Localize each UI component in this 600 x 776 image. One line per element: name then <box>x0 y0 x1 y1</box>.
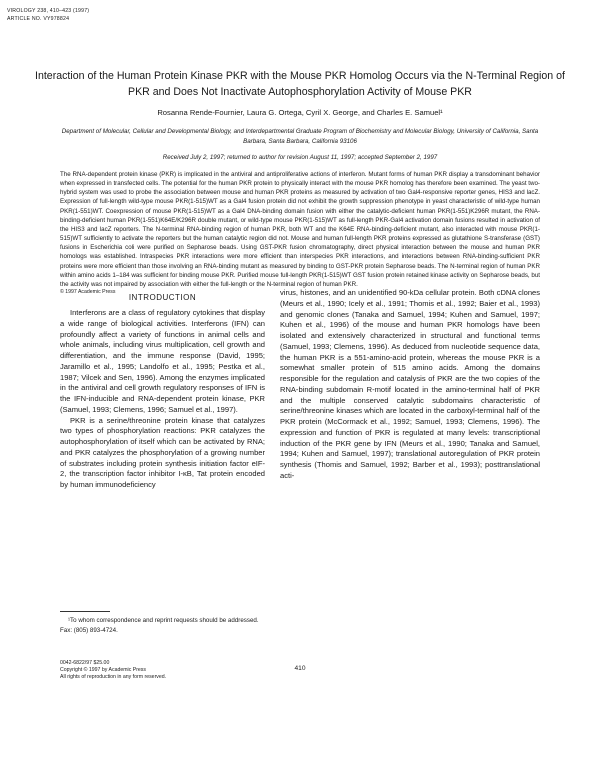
left-column <box>60 308 265 491</box>
affiliation: Department of Molecular, Cellular and Developmental Biology, and Interdepartmental Graduate Program of Biochemistry and Molecular Biology, University of California, Santa Barbara, Santa Barbara, California 93106 <box>61 128 539 145</box>
article-number: ARTICLE NO. VY978824 <box>7 15 70 22</box>
author-list: Rosanna Rende-Fournier, Laura G. Ortega, Cyril X. George, and Charles E. Samuel¹ <box>157 108 443 117</box>
section-heading-introduction: INTRODUCTION <box>128 293 197 302</box>
copyright-line: Copyright © 1997 by Academic Press <box>60 667 146 674</box>
received-dates: Received July 2, 1997; returned to author for revision August 11, 1997; accepted September 2, 1997 <box>162 154 438 161</box>
footnote-divider <box>60 611 110 612</box>
journal-citation: VIROLOGY 238, 410–423 (1997) <box>7 8 90 14</box>
paragraph: PKR is a serine/threonine protein kinase that catalyzes two types of phosphorylation reactions: PKR catalyzes the autophosphorylation of itself which can be activated by RNA; and PKR catalyzes the phosphorylation of a growing number of substrates including protein synthesis initiation factor eIF-2, the transcription factor inhibitor I-κB, Tat protein encoded by human immunodeficiency <box>60 415 265 489</box>
rights-line: All rights of reproduction in any form reserved. <box>60 674 167 681</box>
footnote: ¹To whom correspondence and reprint requests should be addressed. Fax: (805) 893-4724. <box>60 617 259 634</box>
copyright-block <box>60 660 210 682</box>
issn-price: 0042-6822/97 $25.00 <box>60 660 110 666</box>
paragraph: Interferons are a class of regulatory cytokines that display a wide range of biological activities. Interferons (IFN) can profoundly affect a variety of functions in animal cells and whole animals, including virus multiplication, cell growth and differentiation, and the immune response (David, 1995; Jaramillo et al., 1995; Landolfo et al., 1995; Pestka et al., 1987; Vilcek and Sen, 1996). Among the enzymes implicated in the antiviral and cell growth regulatory responses of IFN is the IFN-inducible and RNA-dependent protein kinase, PKR (Samuel, 1993; Clemens, 1996; Samuel et al., 1997). <box>60 308 265 414</box>
paragraph: virus, histones, and an unidentified 90-kDa cellular protein. Both cDNA clones (Meurs et al., 1990; Icely et al., 1991; Thomis et al., 1992; Baier et al., 1993) and genomic clones (Tanaka and Samuel, 1994; Kuhen and Samuel, 1997; Kuhen et al., 1996) of the mouse and human PKR homologs have been isolated and extensively characterized in structural and functional terms (Samuel, 1993; Clemens, 1996). As deduced from nucleotide sequence data, the human PKR is a 551-amino-acid protein, whereas the mouse PKR is a somewhat smaller protein of 515 amino acids. Among the domains responsible for the regulation and catalysis of PKR are the two copies of the RNA-binding subdomain R-motif located in the amino-terminal half of PKR and the multiple conserved catalytic subdomains characteristic of serine/threonine kinases which are located in the carboxyl-terminal half of the PKR protein (McCormack et al., 1992; Samuel, 1993; Clemens, 1996). The expression and function of PKR is regulated at many levels: transcriptional induction of the PKR gene by IFN (Meurs et al., 1990; Tanaka and Samuel, 1994; Kuhen and Samuel, 1997); translational autoregulation of PKR protein synthesis (Thomis and Samuel, 1992; Barber et al., 1993); posttranslational acti- <box>280 288 540 480</box>
right-column <box>280 288 540 482</box>
journal-header <box>7 8 89 23</box>
abstract-copyright: © 1997 Academic Press <box>60 289 116 296</box>
page-number: 410 <box>294 665 306 672</box>
abstract <box>60 170 540 296</box>
abstract-text: The RNA-dependent protein kinase (PKR) is implicated in the antiviral and antiproliferative actions of interferon. Mutant forms of human PKR display a transdominant behavior when expressed in transfected cells. The potential for the human PKR protein to physically interact with the mouse PKR homolog has therefore been examined. The yeast two-hybrid system was used to probe the association between mouse and human PKR proteins as measured by activation of two Gal4-responsive reporter genes, HIS3 and lacZ. Expression of full-length wild-type mouse PKR(1-515)WT as a Gal4 fusion protein did not exhibit the growth suppression phenotype in yeast characteristic of wild-type human PKR(1-551)WT. Coexpression of mouse PKR(1-515)WT as a Gal4 DNA-binding domain fusion with either the catalytic-deficient human PKR(1-551)K296R mutant, the RNA-binding-deficient human PKR(1-551)K64E/K296R double mutant, or wild-type mouse PKR(1-515)WT as full-length PKR-Gal4 activation domain fusions resulted in activation of the HIS3 and lacZ reporters. The N-terminal RNA-binding region of human PKR, both WT and the K64E RNA-binding-deficient mutant, also interacted with mouse PKR(1-515)WT sufficiently to activate the reporters but the human catalytic region did not. Mouse and human full-length PKR proteins expressed as glutathione S-transferase (GST) fusions in Escherichia coli were purified on Sepharose beads. Using GST-PKR fusion chromatography, direct physical interaction between the mouse and human PKR homologs was established. Intraspecies PKR interactions were more efficient than interspecies PKR interactions, and interactions between RNA-binding-sufficient PKR proteins were more efficient than those involving an RNA-binding mutant as measured by binding to GST-PKR protein Sepharose beads. The N-terminal region of human PKR within amino acids 1–184 was sufficient for binding mouse PKR. Purified mouse full-length PKR(1-515)WT GST fusion protein retained kinase activity on Sepharose beads, but the activity was not impaired by association with either the full-length or the N-terminal region of human PKR. <box>60 171 540 288</box>
article-title: Interaction of the Human Protein Kinase PKR with the Mouse PKR Homolog Occurs via the N-Terminal Region of PKR and Does Not Inactivate Autophosphorylation Activity of Mouse PKR <box>35 70 565 98</box>
